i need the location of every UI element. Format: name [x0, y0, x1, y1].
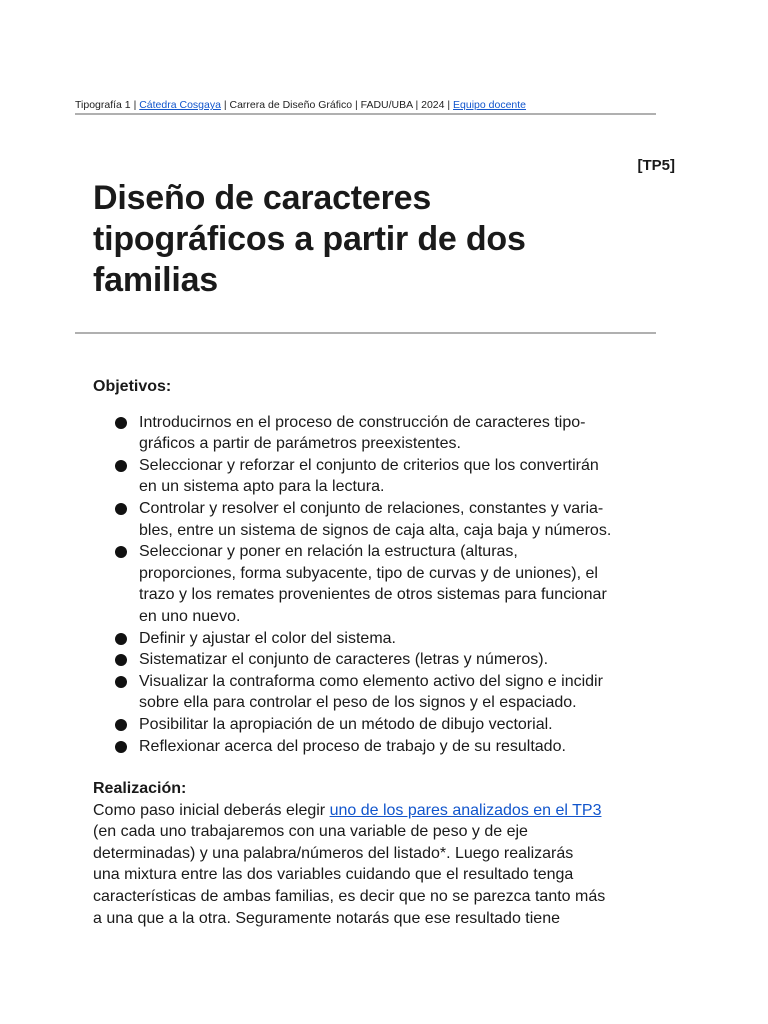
list-item [93, 498, 683, 541]
bullet-icon [115, 676, 127, 688]
bullet-icon [115, 654, 127, 666]
list-item-line: en un sistema apto para la lectura. [139, 478, 385, 496]
list-item-line: gráficos a partir de parámetros preexistentes. [139, 435, 461, 453]
header-info: | Carrera de Diseño Gráfico | FADU/UBA | 2024 | [220, 99, 454, 111]
realizacion-section [93, 778, 683, 929]
document-header [75, 99, 656, 111]
list-item [93, 671, 683, 714]
paragraph-line: determinadas) y una palabra/números del listado*. Luego realizarás [93, 844, 574, 862]
title-divider [75, 332, 656, 334]
realizacion-heading: Realización: [93, 780, 187, 797]
paragraph-line: una mixtura entre las dos variables cuidando que el resultado tenga [93, 866, 574, 884]
list-item-line: bles, entre un sistema de signos de caja alta, caja baja y números. [139, 521, 612, 539]
objetivos-section [93, 376, 683, 757]
course-name: Tipografía 1 [75, 99, 134, 111]
separator: | [133, 99, 140, 111]
list-item [93, 412, 683, 455]
paragraph-line: (en cada uno trabajaremos con una variable de peso y de eje [93, 823, 528, 841]
bullet-icon [115, 417, 127, 429]
bullet-icon [115, 719, 127, 731]
list-item-line: trazo y los remates provenientes de otros sistemas para funcionar [139, 586, 607, 604]
objetivos-list [93, 412, 683, 758]
list-item-line: proporciones, forma subyacente, tipo de curvas y de uniones), el [139, 564, 598, 582]
list-item-line: Definir y ajustar el color del sistema. [139, 629, 396, 647]
list-item [93, 736, 683, 758]
pares-tp3-link[interactable]: uno de los pares analizados en el TP3 [329, 801, 602, 819]
title-line: familias [93, 261, 219, 299]
bullet-icon [115, 741, 127, 753]
list-item-line: Controlar y resolver el conjunto de relaciones, constantes y varia- [139, 499, 604, 517]
list-item-line: Reflexionar acerca del proceso de trabajo y de su resultado. [139, 737, 566, 755]
list-item-line: Visualizar la contraforma como elemento activo del signo e incidir [139, 672, 603, 690]
page-title [93, 178, 526, 301]
title-line: Diseño de caracteres [93, 179, 432, 217]
list-item-line: Sistematizar el conjunto de caracteres (letras y números). [139, 651, 549, 669]
list-item [93, 541, 683, 627]
objetivos-heading: Objetivos: [93, 378, 172, 395]
list-item [93, 649, 683, 671]
list-item-line: en uno nuevo. [139, 607, 241, 625]
bullet-icon [115, 460, 127, 472]
list-item [93, 455, 683, 498]
tp-label: [TP5] [637, 157, 675, 174]
bullet-icon [115, 546, 127, 558]
catedra-link[interactable]: Cátedra Cosgaya [139, 99, 221, 111]
list-item [93, 628, 683, 650]
list-item-line: Posibilitar la apropiación de un método de dibujo vectorial. [139, 715, 553, 733]
header-divider [75, 113, 656, 115]
list-item-line: sobre ella para controlar el peso de los signos y el espaciado. [139, 694, 577, 712]
bullet-icon [115, 633, 127, 645]
bullet-icon [115, 503, 127, 515]
paragraph-line: a una que a la otra. Seguramente notarás que ese resultado tiene [93, 909, 560, 927]
list-item-line: Introducirnos en el proceso de construcción de caracteres tipo- [139, 413, 586, 431]
title-line: tipográficos a partir de dos [93, 220, 526, 258]
list-item-line: Seleccionar y reforzar el conjunto de criterios que los convertirán [139, 456, 599, 474]
list-item-line: Seleccionar y poner en relación la estructura (alturas, [139, 543, 518, 561]
list-item [93, 714, 683, 736]
paragraph-text: Como paso inicial deberás elegir [93, 801, 330, 819]
equipo-docente-link[interactable]: Equipo docente [453, 99, 527, 111]
paragraph-line: características de ambas familias, es decir que no se parezca tanto más [93, 887, 606, 905]
